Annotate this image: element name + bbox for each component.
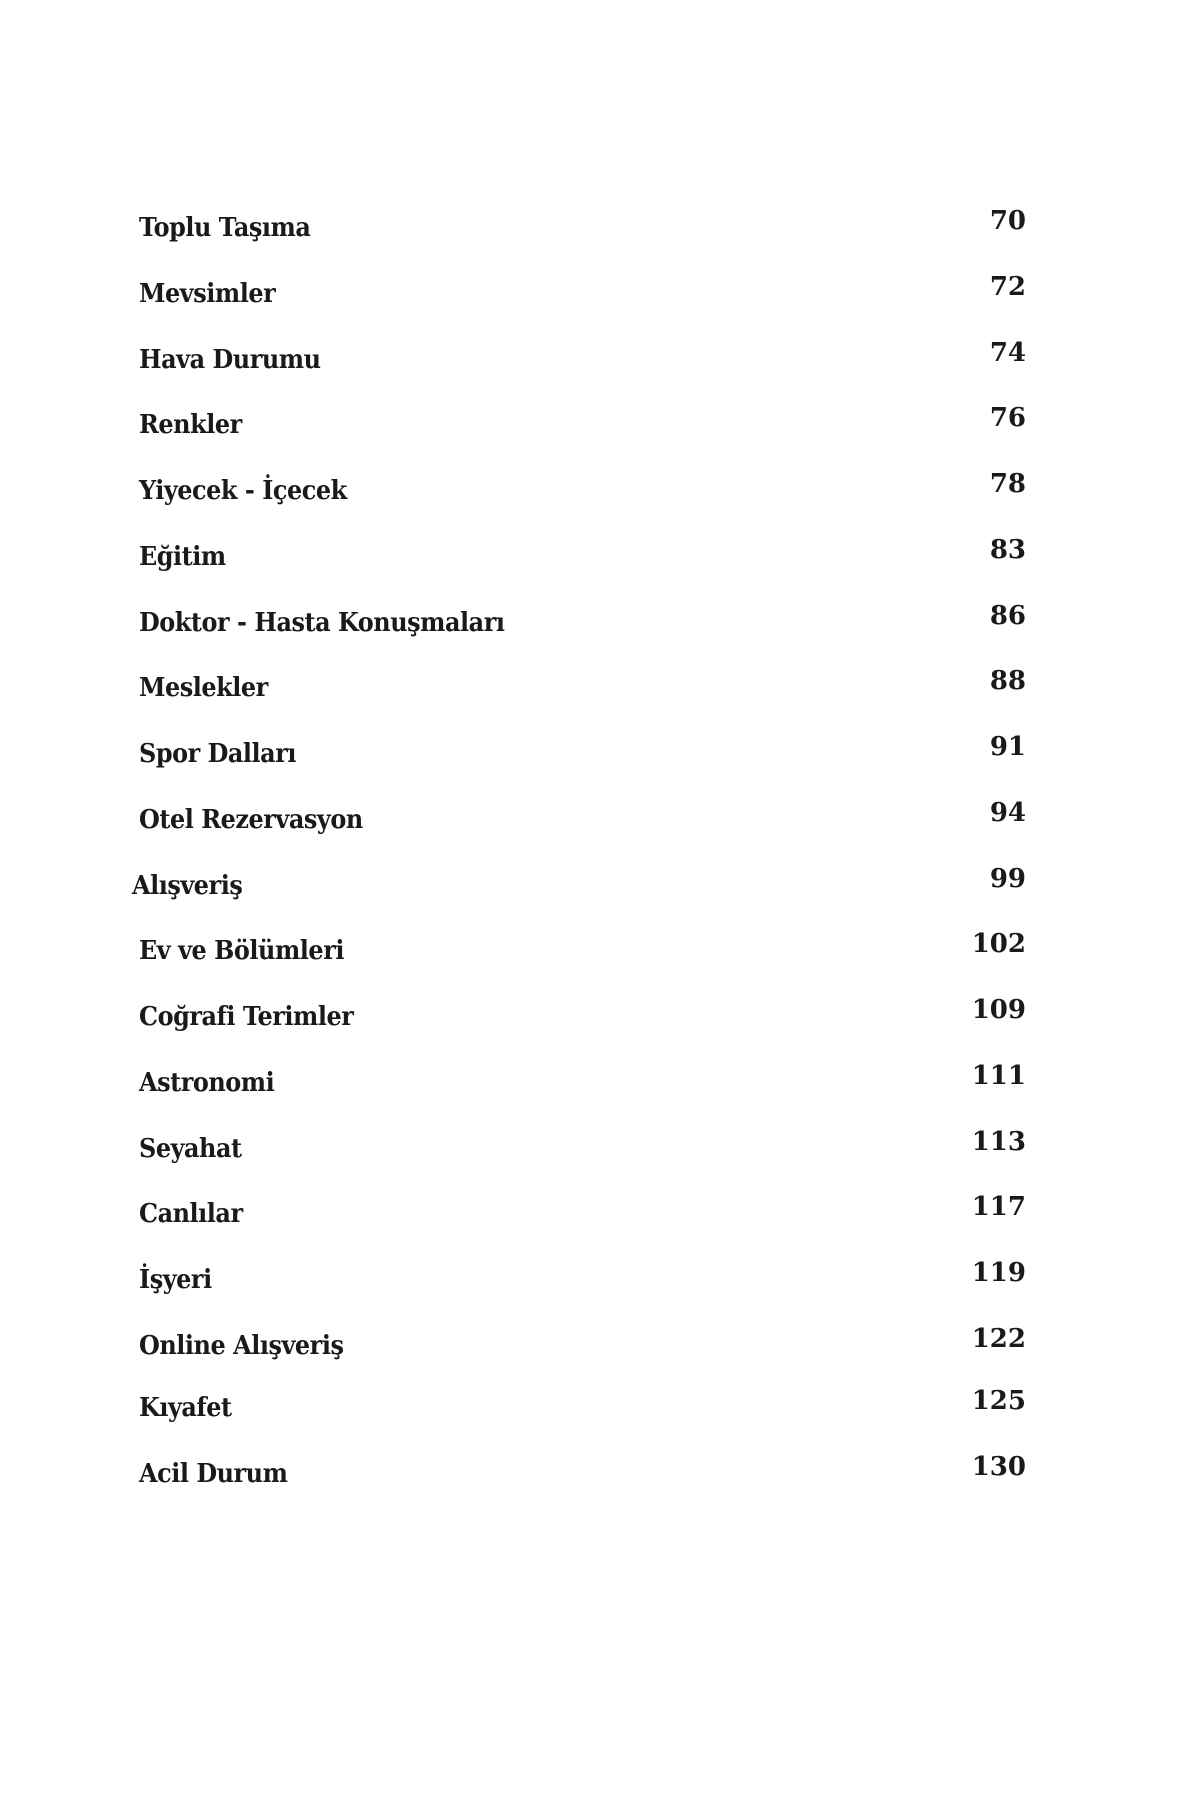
- toc-entry-title: Toplu Taşıma: [139, 213, 311, 243]
- toc-entry-page-number: 109: [971, 995, 1026, 1025]
- toc-entry-yiyecek-icecek: [0, 469, 1200, 516]
- toc-entry-title: Acil Durum: [139, 1459, 288, 1489]
- toc-entry-title: Hava Durumu: [139, 345, 321, 375]
- toc-entry-toplu-tasima: [0, 206, 1200, 253]
- toc-entry-online-alisveris: [0, 1324, 1200, 1371]
- toc-entry-otel-rezervasyon: [0, 798, 1200, 845]
- toc-entry-title: Mevsimler: [139, 279, 276, 309]
- toc-entry-kiyafet: [0, 1386, 1200, 1433]
- toc-entry-renkler: [0, 403, 1200, 450]
- toc-entry-egitim: [0, 535, 1200, 582]
- toc-entry-meslekler: [0, 666, 1200, 713]
- toc-entry-title: İşyeri: [139, 1265, 212, 1295]
- toc-entry-title: Alışveriş: [132, 871, 243, 901]
- toc-entry-page-number: 76: [989, 403, 1026, 433]
- toc-entry-title: Spor Dalları: [139, 739, 296, 769]
- toc-entry-title: Otel Rezervasyon: [139, 805, 363, 835]
- toc-entry-page-number: 88: [989, 666, 1026, 696]
- toc-entry-cografi-terimler: [0, 995, 1200, 1042]
- toc-entry-page-number: 130: [971, 1452, 1026, 1482]
- toc-entry-title: Doktor - Hasta Konuşmaları: [139, 608, 505, 638]
- toc-entry-page-number: 86: [989, 601, 1026, 631]
- toc-entry-title: Kıyafet: [139, 1393, 232, 1423]
- toc-entry-alisveris: [0, 864, 1200, 911]
- toc-entry-page-number: 74: [989, 338, 1026, 368]
- toc-entry-page-number: 83: [989, 535, 1026, 565]
- toc-entry-seyahat: [0, 1127, 1200, 1174]
- toc-entry-isyeri: [0, 1258, 1200, 1305]
- toc-entry-title: Coğrafi Terimler: [139, 1002, 354, 1032]
- toc-entry-title: Astronomi: [139, 1068, 275, 1098]
- toc-entry-page-number: 72: [989, 272, 1026, 302]
- toc-entry-doktor-hasta: [0, 601, 1200, 648]
- toc-entry-mevsimler: [0, 272, 1200, 319]
- toc-entry-page-number: 125: [971, 1386, 1026, 1416]
- toc-entry-page-number: 111: [971, 1061, 1026, 1091]
- toc-entry-acil-durum: [0, 1452, 1200, 1499]
- toc-entry-page-number: 78: [989, 469, 1026, 499]
- toc-entry-canlilar: [0, 1192, 1200, 1239]
- toc-entry-page-number: 91: [989, 732, 1026, 762]
- toc-entry-title: Online Alışveriş: [139, 1331, 344, 1361]
- toc-entry-page-number: 119: [971, 1258, 1026, 1288]
- toc-entry-title: Seyahat: [139, 1134, 242, 1164]
- toc-entry-page-number: 102: [971, 929, 1026, 959]
- toc-entry-ev-ve-bolumleri: [0, 929, 1200, 976]
- toc-entry-title: Canlılar: [139, 1199, 243, 1229]
- toc-entry-astronomi: [0, 1061, 1200, 1108]
- toc-entry-title: Ev ve Bölümleri: [139, 936, 344, 966]
- toc-entry-page-number: 99: [989, 864, 1026, 894]
- toc-entry-title: Eğitim: [139, 542, 226, 572]
- toc-entry-page-number: 113: [971, 1127, 1026, 1157]
- toc-entry-title: Meslekler: [139, 673, 268, 703]
- toc-entry-page-number: 94: [989, 798, 1026, 828]
- toc-entry-page-number: 122: [971, 1324, 1026, 1354]
- toc-entry-hava-durumu: [0, 338, 1200, 385]
- toc-entry-spor-dallari: [0, 732, 1200, 779]
- toc-entry-page-number: 117: [971, 1192, 1026, 1222]
- toc-entry-page-number: 70: [989, 206, 1026, 236]
- toc-entry-title: Renkler: [139, 410, 242, 440]
- toc-entry-title: Yiyecek - İçecek: [139, 476, 347, 506]
